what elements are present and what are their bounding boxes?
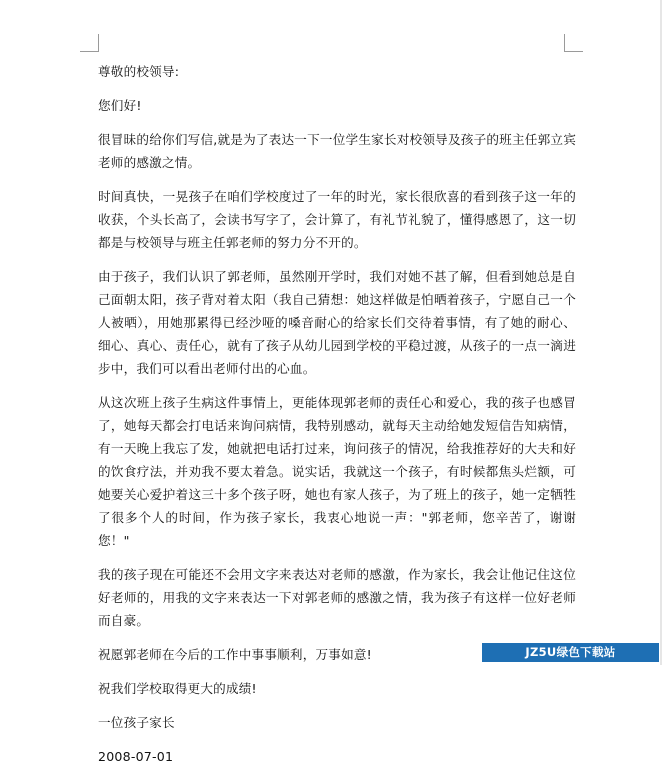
crop-mark-top-left-horizontal xyxy=(80,51,99,52)
letter-paragraph: 很冒昧的给你们写信,就是为了表达一下一位学生家长对校领导及孩子的班主任郭立宾老师的感激之情。 xyxy=(98,132,576,170)
letter-date: 2008-07-01 xyxy=(98,749,174,764)
site-watermark: JZ5U绿色下载站 www.jz5u.com xyxy=(482,643,659,662)
letter-body xyxy=(98,60,576,779)
crop-mark-top-right-horizontal xyxy=(564,51,583,52)
letter-paragraph: 我的孩子现在可能还不会用文字来表达对老师的感激，作为家长，我会让他记住这位好老师的，用我的文字来表达一下对郭老师的感激之情，我为孩子有这样一位好老师而自豪。 xyxy=(98,567,576,628)
crop-mark-top-left-vertical xyxy=(98,34,99,52)
letter-paragraph: 由于孩子，我们认识了郭老师，虽然刚开学时，我们对她不甚了解，但看到她总是自己面朝太阳，孩子背对着太阳（我自己猜想：她这样做是怕晒着孩子，宁愿自己一个人被晒），用她那累得已经沙哑的嗓音耐心的给家长们交待着事情，有了她的耐心、细心、真心、责任心，就有了孩子从幼儿园到学校的平稳过渡，从孩子的一点一滴进步中，我们可以看出老师付出的心血。 xyxy=(98,269,576,376)
letter-greeting: 您们好! xyxy=(98,98,142,113)
crop-mark-top-right-vertical xyxy=(564,34,565,52)
letter-signature: 一位孩子家长 xyxy=(98,715,175,730)
letter-paragraph: 祝愿郭老师在今后的工作中事事顺利，万事如意! xyxy=(98,647,372,662)
letter-paragraph: 祝我们学校取得更大的成绩! xyxy=(98,681,257,696)
letter-paragraph: 时间真快，一晃孩子在咱们学校度过了一年的时光，家长很欣喜的看到孩子这一年的收获，个头长高了，会读书写字了，会计算了，有礼节礼貌了，懂得感恩了，这一切都是与校领导与班主任郭老师的努力分不开的。 xyxy=(98,189,576,250)
letter-paragraph: 从这次班上孩子生病这件事情上，更能体现郭老师的责任心和爱心，我的孩子也感冒了，她每天都会打电话来询问病情，我特别感动，就每天主动给她发短信告知病情，有一天晚上我忘了发，她就把电话打过来，询问孩子的情况，给我推荐好的大夫和好的饮食疗法，并劝我不要太着急。说实话，我就这一个孩子，有时候都焦头烂额，可她要关心爱护着这三十多个孩子呀，她也有家人孩子，为了班上的孩子，她一定牺牲了很多个人的时间，作为孩子家长，我衷心地说一声："郭老师，您辛苦了，谢谢您！" xyxy=(98,395,576,548)
letter-salutation: 尊敬的校领导: xyxy=(98,64,180,79)
